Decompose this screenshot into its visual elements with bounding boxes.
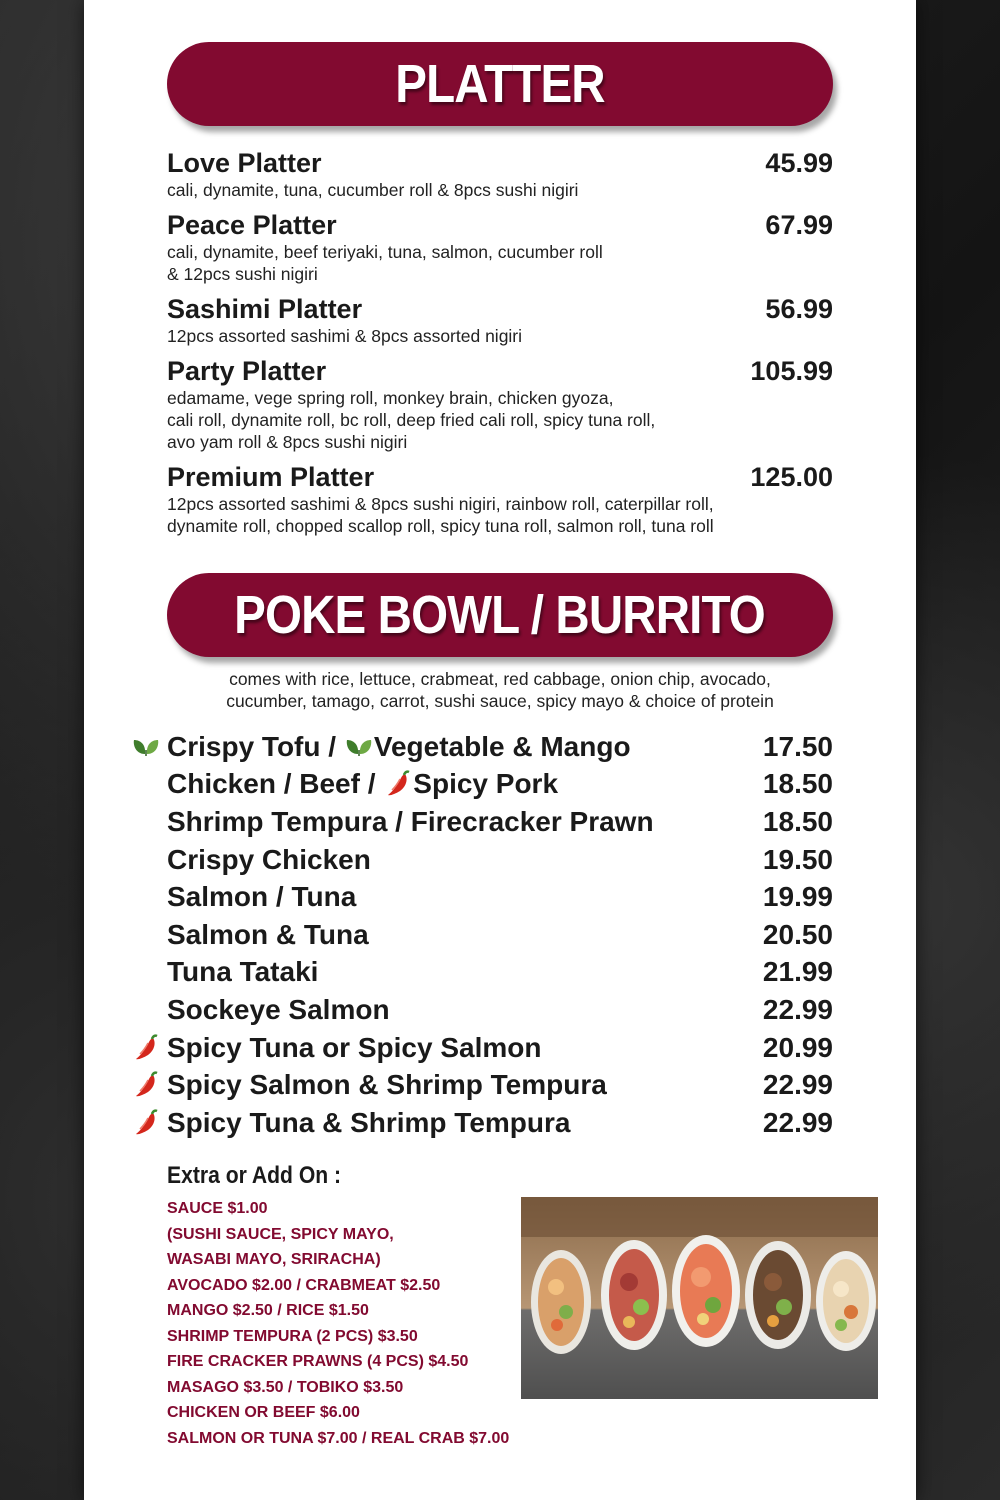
poke-item xyxy=(124,991,833,1029)
burrito-photo-image xyxy=(521,1197,878,1399)
extras-item: SHRIMP TEMPURA (2 PCS) $3.50 xyxy=(167,1327,418,1345)
poke-item xyxy=(124,841,833,879)
poke-item-price: 21.99 xyxy=(762,956,833,988)
poke-item-name xyxy=(167,1107,763,1139)
poke-item-name xyxy=(167,994,763,1026)
platter-item-name: Sashimi Platter xyxy=(167,294,363,324)
menu-page xyxy=(84,0,916,1500)
platter-item xyxy=(167,293,833,347)
poke-item-price: 18.50 xyxy=(762,768,833,800)
poke-item-name-part: Vegetable & Mango xyxy=(373,730,631,762)
platter-title: PLATTER xyxy=(395,54,605,114)
extras-item: CHICKEN OR BEEF $6.00 xyxy=(167,1404,360,1421)
poke-item xyxy=(124,766,833,804)
poke-item xyxy=(124,1066,833,1104)
poke-item-name xyxy=(167,919,763,951)
poke-item-name xyxy=(167,768,763,800)
chili-pepper-icon xyxy=(124,1069,167,1101)
icon-slot xyxy=(124,806,167,838)
burrito-photo xyxy=(521,1197,878,1399)
poke-item xyxy=(124,1104,833,1142)
platter-item xyxy=(167,147,833,201)
poke-item-name-part: Sockeye Salmon xyxy=(167,993,390,1025)
poke-item-price: 20.50 xyxy=(762,918,833,950)
extras-item: FIRE CRACKER PRAWNS (4 PCS) $4.50 xyxy=(167,1353,469,1370)
poke-item-name-part: Spicy Salmon & Shrimp Tempura xyxy=(167,1069,607,1101)
extras-item: (SUSHI SAUCE, SPICY MAYO, xyxy=(167,1225,394,1243)
poke-item-name-part: Shrimp Tempura / Firecracker Prawn xyxy=(167,805,654,837)
poke-item-name-part: Crispy Chicken xyxy=(167,843,371,875)
poke-list xyxy=(124,728,833,1142)
poke-item-name-part: Tuna Tataki xyxy=(167,956,319,988)
platter-item xyxy=(167,461,833,537)
platter-item-name: Premium Platter xyxy=(167,462,375,492)
poke-item-name xyxy=(167,806,763,838)
chili-pepper-icon xyxy=(124,1107,167,1139)
icon-slot xyxy=(124,768,167,800)
poke-item-price: 22.99 xyxy=(762,1069,833,1101)
icon-slot xyxy=(124,844,167,876)
icon-slot xyxy=(124,919,167,951)
poke-item-name-part: Spicy Tuna or Spicy Salmon xyxy=(167,1031,542,1063)
chili-pepper-icon xyxy=(124,1032,167,1064)
poke-item-name-part: Crispy Tofu / xyxy=(167,730,344,762)
poke-item xyxy=(124,878,833,916)
extras-item: SAUCE $1.00 xyxy=(167,1200,268,1217)
poke-item-name-part: Salmon / Tuna xyxy=(167,881,357,913)
poke-banner xyxy=(167,573,833,657)
poke-item xyxy=(124,803,833,841)
platter-list xyxy=(167,147,833,545)
platter-item-description: 12pcs assorted sashimi & 8pcs sushi nigiri, rainbow roll, caterpillar roll, dynamite roll, chopped scallop roll, spicy tuna roll, salmon roll, tuna roll xyxy=(167,494,714,536)
extras-item: MASAGO $3.50 / TOBIKO $3.50 xyxy=(167,1378,404,1396)
platter-item-price: 105.99 xyxy=(750,356,833,386)
platter-item-description: 12pcs assorted sashimi & 8pcs assorted nigiri xyxy=(167,326,523,346)
extras-item: AVOCADO $2.00 / CRABMEAT $2.50 xyxy=(167,1276,441,1294)
platter-item-name: Peace Platter xyxy=(167,210,337,240)
extras-title: Extra or Add On : xyxy=(167,1162,342,1189)
extras-item: MANGO $2.50 / RICE $1.50 xyxy=(167,1302,369,1319)
leaf-icon xyxy=(124,731,167,763)
platter-item xyxy=(167,209,833,285)
platter-item-price: 45.99 xyxy=(765,148,833,178)
poke-item xyxy=(124,728,833,766)
extras-item: WASABI MAYO, SRIRACHA) xyxy=(167,1251,381,1268)
platter-banner xyxy=(167,42,833,126)
poke-item-price: 22.99 xyxy=(762,1106,833,1138)
poke-item xyxy=(124,1029,833,1067)
poke-item-price: 22.99 xyxy=(762,993,833,1025)
poke-item-name-part: Spicy Tuna & Shrimp Tempura xyxy=(167,1106,571,1138)
platter-item-price: 67.99 xyxy=(765,210,833,240)
platter-item-price: 125.00 xyxy=(750,462,833,492)
poke-item-name xyxy=(167,1069,763,1101)
poke-item-price: 19.99 xyxy=(762,881,833,913)
platter-item-name: Party Platter xyxy=(167,356,327,386)
poke-item-name-part: Spicy Pork xyxy=(413,768,559,800)
platter-item-description: cali, dynamite, tuna, cucumber roll & 8pcs sushi nigiri xyxy=(167,180,579,200)
poke-item-name xyxy=(167,844,763,876)
poke-item-name xyxy=(167,731,763,763)
poke-item-price: 20.99 xyxy=(762,1031,833,1063)
platter-item-description: edamame, vege spring roll, monkey brain, chicken gyoza, cali roll, dynamite roll, bc roll, deep fried cali roll, spicy tuna roll, avo yam roll & 8pcs sushi nigiri xyxy=(167,388,656,452)
platter-item-price: 56.99 xyxy=(765,294,833,324)
poke-item-name xyxy=(167,956,763,988)
icon-slot xyxy=(124,994,167,1026)
poke-item-name xyxy=(167,1032,763,1064)
platter-item-name: Love Platter xyxy=(167,148,322,178)
platter-item-description: cali, dynamite, beef teriyaki, tuna, salmon, cucumber roll & 12pcs sushi nigiri xyxy=(167,242,603,284)
poke-item xyxy=(124,954,833,992)
poke-item-name xyxy=(167,881,763,913)
platter-item xyxy=(167,355,833,453)
extras-item: SALMON OR TUNA $7.00 / REAL CRAB $7.00 xyxy=(167,1429,510,1447)
poke-item-name-part: Chicken / Beef / xyxy=(167,768,384,800)
icon-slot xyxy=(124,881,167,913)
poke-description: comes with rice, lettuce, crabmeat, red cabbage, onion chip, avocado, cucumber, tamago, carrot, sushi sauce, spicy mayo & choice of protein xyxy=(226,669,774,711)
poke-item-price: 17.50 xyxy=(762,730,833,762)
poke-item-price: 19.50 xyxy=(762,843,833,875)
poke-item-name-part: Salmon & Tuna xyxy=(167,918,369,950)
poke-title: POKE BOWL / BURRITO xyxy=(234,585,766,645)
leaf-icon xyxy=(344,733,374,761)
chili-pepper-icon xyxy=(383,770,413,798)
poke-item xyxy=(124,916,833,954)
icon-slot xyxy=(124,956,167,988)
poke-item-price: 18.50 xyxy=(762,805,833,837)
